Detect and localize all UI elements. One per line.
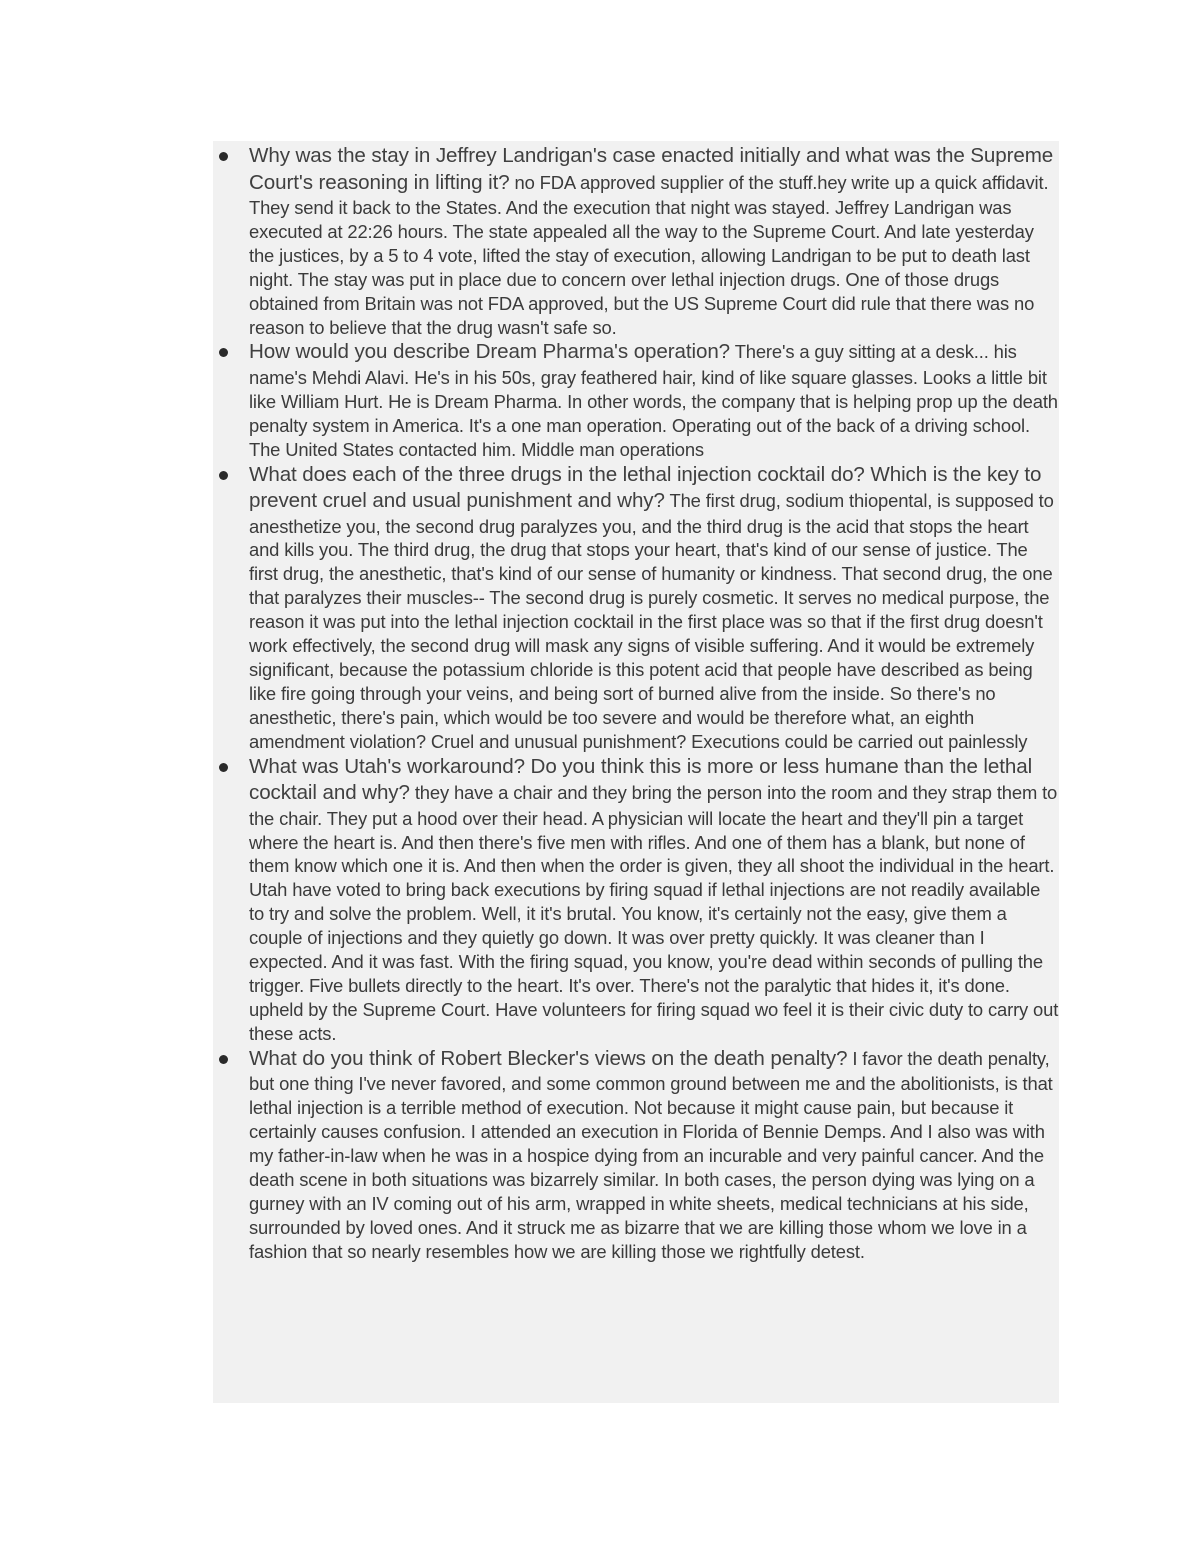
answer-text: The first drug, sodium thiopental, is supposed to anesthetize you, the second drug paralyzes you, and the third drug is the acid that stops the heart and kills you. The third drug, the drug that stops your heart, that's kind of our sense of justice. The first drug, the anesthetic, that's kind of our sense of humanity or kindness. That second drug, the one that paralyzes their muscles-- The second drug is purely cosmetic. It serves no medical purpose, the reason it was put into the lethal injection cocktail in the first place was so that if the first drug doesn't work effectively, the second drug will mask any signs of visible suffering. And it would be extremely significant, because the potassium chloride is this potent acid that people have described as being like fire going through your veins, and being sort of burned alive from the inside. So there's no anesthetic, there's pain, which would be too severe and would be therefore what, an eighth amendment violation? Cruel and unusual punishment? Executions could be carried out painlessly [249, 490, 1054, 752]
question-text: What does each of the three drugs in the lethal injection cocktail do? Which is the key to prevent cruel and usual punishment and why? [249, 462, 1042, 513]
list-item [213, 462, 1059, 754]
question-text: What do you think of Robert Blecker's views on the death penalty? [249, 1046, 848, 1070]
list-item [213, 754, 1059, 1046]
list-item [213, 143, 1059, 339]
question-text: How would you describe Dream Pharma's operation? [249, 340, 731, 364]
answer-text: There's a guy sitting at a desk... his name's Mehdi Alavi. He's in his 50s, gray feathered hair, kind of like square glasses. Looks a little bit like William Hurt. He is Dream Pharma. In other words, the company that is helping prop up the death penalty system in America. It's a one man operation. Operating out of the back of a driving school. The United States contacted him. Middle man operations [249, 341, 1058, 460]
question-answer-list [213, 143, 1059, 1263]
bullet-icon [219, 152, 228, 161]
bullet-icon [219, 763, 228, 772]
answer-text: they have a chair and they bring the person into the room and they strap them to the chair. They put a hood over their head. A physician will locate the heart and they'll pin a target where the heart is. And then there's five men with rifles. And one of them has a blank, but none of them know which one it is. And then when the order is given, they all shoot the individual in the heart. Utah have voted to bring back executions by firing squad if lethal injections are not readily available to try and solve the problem. Well, it it's brutal. You know, it's certainly not the easy, give them a couple of injections and they quietly go down. It was over pretty quickly. It was cleaner than I expected. And it was fast. With the firing squad, you know, you're dead within seconds of pulling the trigger. Five bullets directly to the heart. It's over. There's not the paralytic that hides it, it's done. upheld by the Supreme Court. Have volunteers for firing squad wo feel it is their civic duty to carry out these acts. [249, 782, 1059, 1044]
list-item-text [249, 1046, 1059, 1264]
list-item-text [249, 143, 1059, 339]
question-text: What was Utah's workaround? Do you think this is more or less humane than the lethal cocktail and why? [249, 754, 1033, 805]
list-item-text [249, 462, 1059, 754]
bullet-icon [219, 1055, 228, 1064]
answer-text: I favor the death penalty, but one thing I've never favored, and some common ground between me and the abolitionists, is that lethal injection is a terrible method of execution. Not because it might cause pain, but because it certainly causes confusion. I attended an execution in Florida of Bennie Demps. And I also was with my father-in-law when he was in a hospice dying from an incurable and very painful cancer. And the death scene in both situations was bizarrely similar. In both cases, the person dying was lying on a gurney with an IV coming out of his arm, wrapped in white sheets, medical technicians at his side, surrounded by loved ones. And it struck me as bizarre that we are killing those whom we love in a fashion that so nearly resembles how we are killing those we rightfully detest. [249, 1047, 1053, 1262]
list-item-text [249, 754, 1059, 1046]
question-text: Why was the stay in Jeffrey Landrigan's case enacted initially and what was the Supreme Court's reasoning in lifting it? [249, 144, 1054, 194]
list-item [213, 1046, 1059, 1264]
list-item-text [249, 339, 1059, 461]
answer-text: no FDA approved supplier of the stuff.hey write up a quick affidavit. They send it back to the States. And the execution that night was stayed. Jeffrey Landrigan was executed at 22:26 hours. The state appealed all the way to the Supreme Court. And late yesterday the justices, by a 5 to 4 vote, lifted the stay of execution, allowing Landrigan to be put to death last night. The stay was put in place due to concern over lethal injection drugs. One of those drugs obtained from Britain was not FDA approved, but the US Supreme Court did rule that there was no reason to believe that the drug wasn't safe so. [249, 171, 1049, 338]
bullet-icon [219, 348, 228, 357]
bullet-icon [219, 471, 228, 480]
list-item [213, 339, 1059, 461]
